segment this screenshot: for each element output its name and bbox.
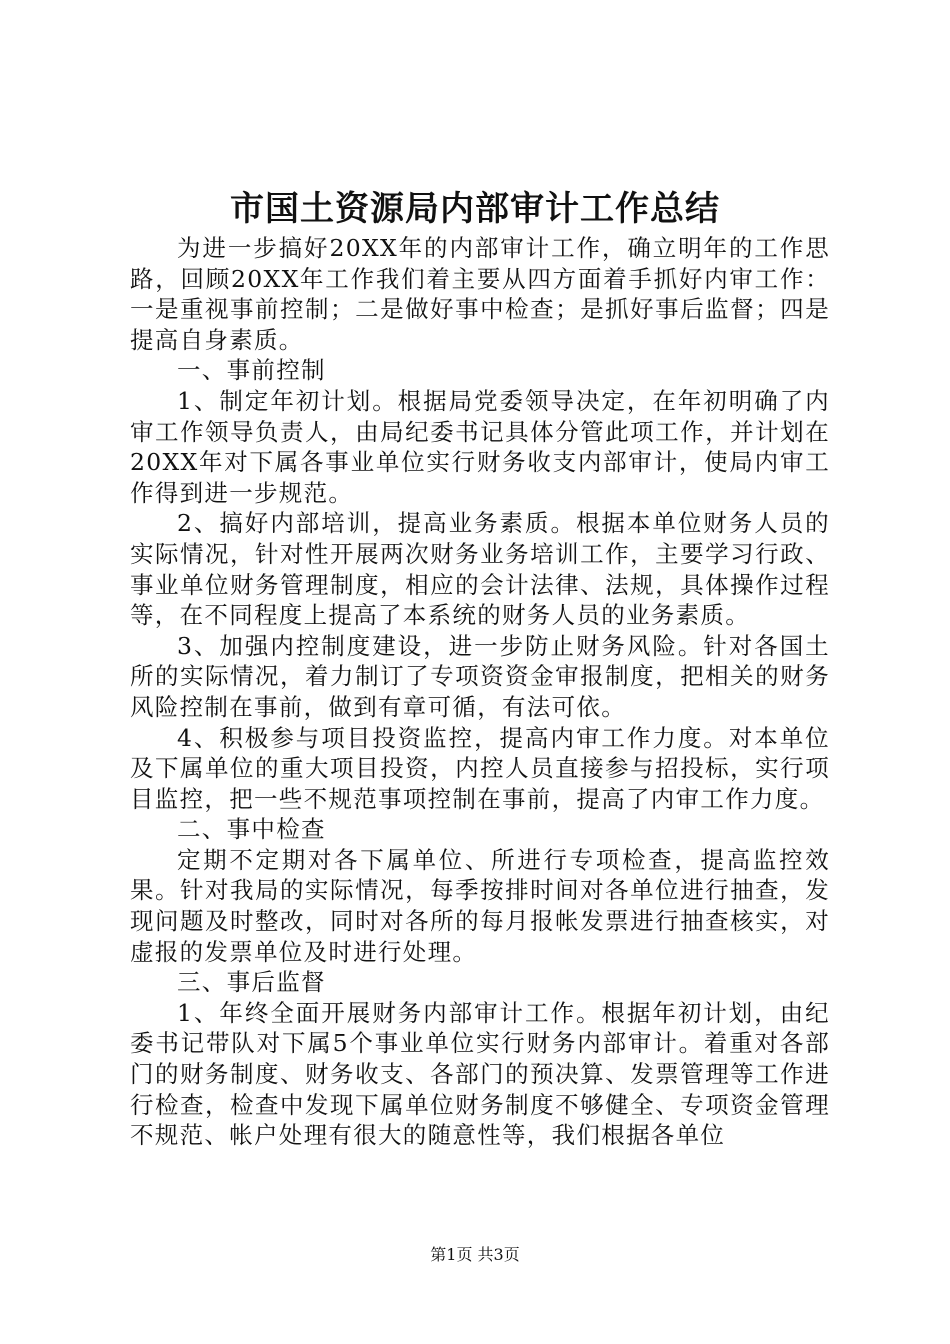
paragraph-1-1: 1、制定年初计划。根据局党委领导决定，在年初明确了内审工作领导负责人，由局纪委书记具体分管此项工作，并计划在20XX年对下属各事业单位实行财务收支内部审计，使局内审工作得到进一步规范。 [130, 386, 830, 507]
section-heading-1: 一、事前控制 [177, 356, 326, 385]
paragraph-1-2: 2、搞好内部培训，提高业务素质。根据本单位财务人员的实际情况，针对性开展两次财务业务培训工作，主要学习行政、事业单位财务管理制度，相应的会计法律、法规，具体操作过程等，在不同程度上提高了本系统的财务人员的业务素质。 [130, 509, 830, 630]
document-body [130, 233, 830, 1151]
section-heading-2: 二、事中检查 [177, 815, 326, 844]
paragraph-1-4: 4、积极参与项目投资监控，提高内审工作力度。对本单位及下属单位的重大项目投资，内控人员直接参与招投标，实行项目监控，把一些不规范事项控制在事前，提高了内审工作力度。 [130, 723, 830, 813]
paragraph-3-1: 1、年终全面开展财务内部审计工作。根据年初计划，由纪委书记带队对下属5个事业单位实行财务内部审计。着重对各部门的财务制度、财务收支、各部门的预决算、发票管理等工作进行检查，检查中发现下属单位财务制度不够健全、专项资金管理不规范、帐户处理有很大的随意性等，我们根据各单位 [130, 998, 830, 1150]
paragraph-2-1: 定期不定期对各下属单位、所进行专项检查，提高监控效果。针对我局的实际情况，每季按排时间对各单位进行抽查，发现问题及时整改，同时对各所的每月报帐发票进行抽查核实，对虚报的发票单位及时进行处理。 [130, 845, 830, 966]
paragraph-1-3: 3、加强内控制度建设，进一步防止财务风险。针对各国土所的实际情况，着力制订了专项资资金审报制度，把相关的财务风险控制在事前，做到有章可循，有法可依。 [130, 631, 830, 721]
document-title: 市国土资源局内部审计工作总结 [230, 189, 720, 229]
paragraph-intro: 为进一步搞好20XX年的内部审计工作，确立明年的工作思路，回顾20XX年工作我们着主要从四方面着手抓好内审工作：一是重视事前控制；二是做好事中检查；是抓好事后监督；四是提高自身素质。 [130, 234, 830, 354]
section-heading-3: 三、事后监督 [177, 968, 326, 997]
page-number-footer: 第1页 共3页 [430, 1245, 520, 1264]
